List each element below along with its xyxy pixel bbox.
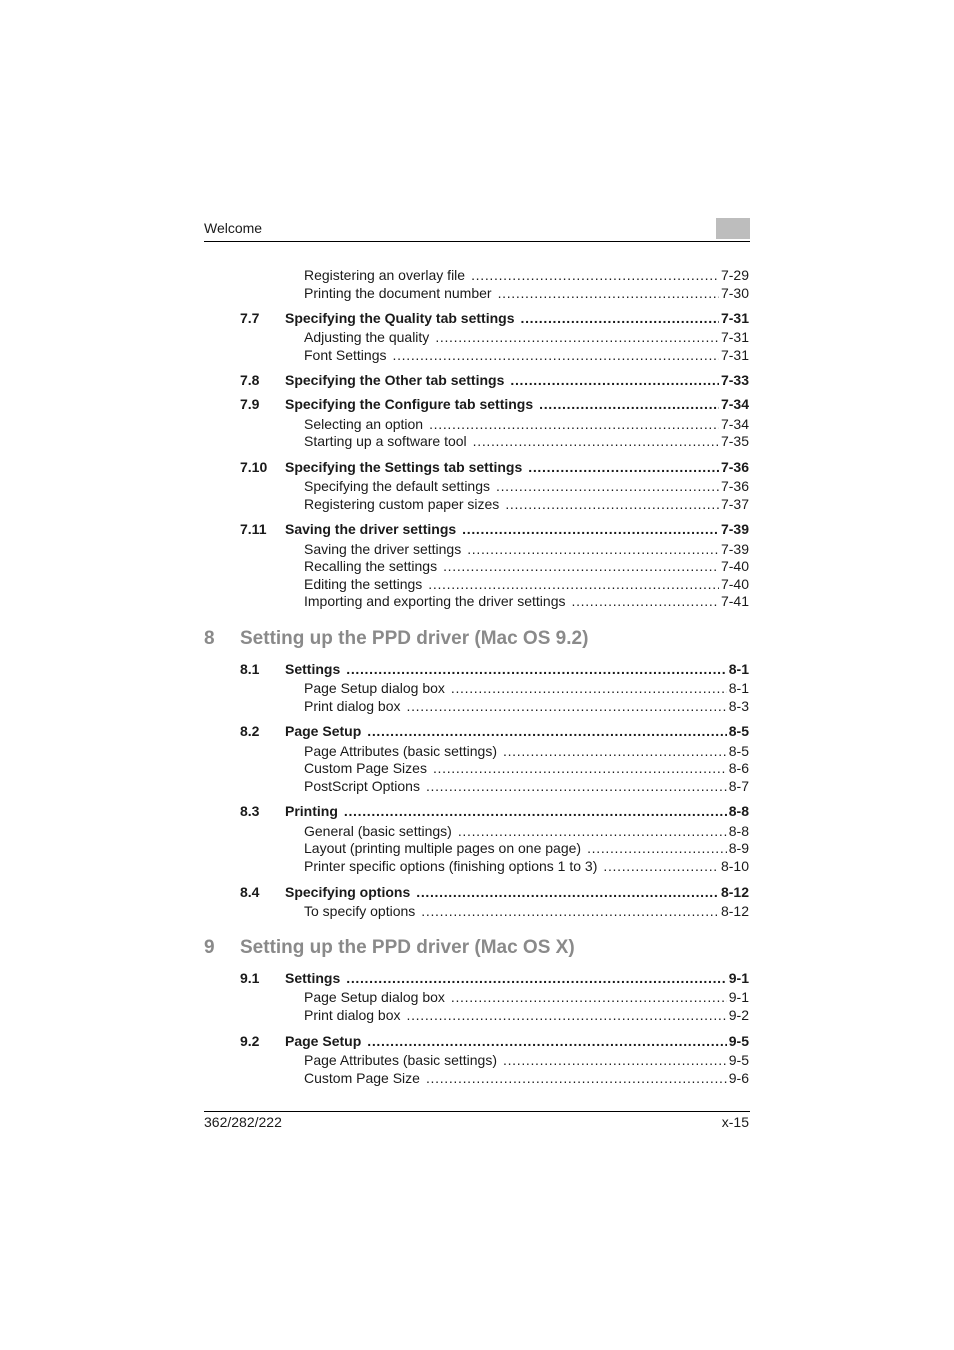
toc-entry-title: Settings: [285, 970, 341, 986]
chapter-heading: [204, 937, 575, 959]
toc-page-number: 7-40: [720, 558, 749, 574]
chapter-title: Setting up the PPD driver (Mac OS 9.2): [240, 628, 589, 649]
toc-page-number: 7-41: [720, 593, 749, 609]
toc-section-entry[interactable]: [285, 802, 749, 820]
toc-section-entry[interactable]: [285, 969, 749, 987]
toc-entry-title: Custom Page Size: [304, 1070, 420, 1086]
dot-leader: [433, 759, 727, 777]
dot-leader: [435, 328, 719, 346]
dot-leader: [510, 371, 719, 389]
page-header-title: Welcome: [204, 220, 263, 236]
toc-section-entry[interactable]: [285, 309, 749, 327]
toc-page-number: 8-8: [728, 803, 749, 819]
section-number: 9.1: [240, 970, 260, 986]
toc-entry-title: Specifying the default settings: [304, 478, 491, 494]
section-number: 8.1: [240, 661, 260, 677]
toc-page-number: 7-31: [720, 310, 749, 326]
header-rule: [204, 241, 750, 242]
chapter-number: 9: [204, 937, 215, 958]
dot-leader: [429, 415, 719, 433]
toc-subentry[interactable]: [304, 839, 749, 857]
dot-leader: [471, 266, 719, 284]
toc-entry-title: General (basic settings): [304, 823, 452, 839]
dot-leader: [421, 902, 719, 920]
toc-entry-title: Printer specific options (finishing options 1 to 3): [304, 858, 598, 874]
toc-subentry[interactable]: [304, 759, 749, 777]
toc-entry-title: Page Attributes (basic settings): [304, 743, 497, 759]
toc-subentry[interactable]: [304, 346, 749, 364]
toc-subentry[interactable]: [304, 592, 749, 610]
toc-entry-title: Printing: [285, 803, 338, 819]
toc-section-entry[interactable]: [285, 520, 749, 538]
toc-entry-title: Page Attributes (basic settings): [304, 1052, 497, 1068]
toc-subentry[interactable]: [304, 988, 749, 1006]
toc-page-number: 9-1: [728, 989, 749, 1005]
dot-leader: [367, 722, 727, 740]
toc-subentry[interactable]: [304, 328, 749, 346]
dot-leader: [367, 1032, 727, 1050]
toc-section-entry[interactable]: [285, 395, 749, 413]
toc-subentry[interactable]: [304, 575, 749, 593]
toc-entry-title: Specifying the Settings tab settings: [285, 459, 523, 475]
toc-subentry[interactable]: [304, 1069, 749, 1087]
toc-entry-title: Printing the document number: [304, 285, 492, 301]
dot-leader: [407, 697, 727, 715]
dot-leader: [505, 495, 719, 513]
dot-leader: [451, 679, 727, 697]
toc-subentry[interactable]: [304, 284, 749, 302]
toc-page-number: 8-5: [728, 743, 749, 759]
dot-leader: [528, 458, 719, 476]
toc-page-number: 7-39: [720, 521, 749, 537]
toc-page-number: 7-30: [720, 285, 749, 301]
toc-page-number: 8-1: [728, 661, 749, 677]
toc-subentry[interactable]: [304, 697, 749, 715]
toc-page-number: 8-6: [728, 760, 749, 776]
toc-subentry[interactable]: [304, 679, 749, 697]
toc-entry-title: To specify options: [304, 903, 416, 919]
toc-entry-title: Layout (printing multiple pages on one page): [304, 840, 582, 856]
toc-entry-title: Custom Page Sizes: [304, 760, 427, 776]
toc-section-entry[interactable]: [285, 883, 749, 901]
footer-rule: [204, 1111, 750, 1112]
toc-page-number: 7-36: [720, 459, 749, 475]
dot-leader: [498, 284, 719, 302]
toc-page-number: 7-37: [720, 496, 749, 512]
section-number: 7.11: [240, 521, 267, 537]
toc-entry-title: Page Setup: [285, 723, 362, 739]
chapter-heading: [204, 628, 588, 650]
section-number: 7.10: [240, 459, 268, 475]
chapter-title: Setting up the PPD driver (Mac OS X): [240, 937, 575, 958]
toc-subentry[interactable]: [304, 777, 749, 795]
toc-page-number: 7-29: [720, 267, 749, 283]
dot-leader: [462, 520, 719, 538]
toc-page-number: 9-5: [728, 1052, 749, 1068]
toc-page-number: 8-10: [720, 858, 749, 874]
toc-entry-title: Font Settings: [304, 347, 387, 363]
toc-entry-title: Registering custom paper sizes: [304, 496, 500, 512]
dot-leader: [603, 857, 719, 875]
toc-page-number: 7-33: [720, 372, 749, 388]
footer-model: 362/282/222: [204, 1114, 282, 1130]
toc-entry-title: Starting up a software tool: [304, 433, 467, 449]
toc-entry-title: Adjusting the quality: [304, 329, 430, 345]
toc-entry-title: Page Setup dialog box: [304, 680, 445, 696]
dot-leader: [571, 592, 718, 610]
dot-leader: [587, 839, 727, 857]
section-number: 8.4: [240, 884, 260, 900]
toc-entry-title: Print dialog box: [304, 1007, 401, 1023]
dot-leader: [428, 575, 719, 593]
dot-leader: [346, 660, 727, 678]
toc-page-number: 9-6: [728, 1070, 749, 1086]
header-tab-marker: [716, 218, 750, 239]
dot-leader: [473, 432, 719, 450]
section-number: 9.2: [240, 1033, 260, 1049]
dot-leader: [503, 1051, 727, 1069]
section-number: 8.3: [240, 803, 260, 819]
toc-subentry[interactable]: [304, 495, 749, 513]
section-number: 8.2: [240, 723, 260, 739]
toc-page-number: 8-8: [728, 823, 749, 839]
toc-subentry[interactable]: [304, 857, 749, 875]
toc-subentry[interactable]: [304, 557, 749, 575]
toc-entry-title: Print dialog box: [304, 698, 401, 714]
section-number: 7.9: [240, 396, 260, 412]
toc-entry-title: Saving the driver settings: [304, 541, 462, 557]
toc-section-entry[interactable]: [285, 371, 749, 389]
toc-page-number: 7-36: [720, 478, 749, 494]
footer-page-number: x-15: [721, 1114, 749, 1130]
section-number: 7.8: [240, 372, 260, 388]
toc-entry-title: Editing the settings: [304, 576, 423, 592]
toc-page-number: 7-31: [720, 347, 749, 363]
toc-page-number: 8-9: [728, 840, 749, 856]
dot-leader: [393, 346, 719, 364]
toc-page-number: 8-12: [720, 903, 749, 919]
toc-page-number: 7-39: [720, 541, 749, 557]
toc-section-entry[interactable]: [285, 1032, 749, 1050]
toc-entry-title: Specifying options: [285, 884, 411, 900]
dot-leader: [344, 802, 727, 820]
toc-page-number: 8-3: [728, 698, 749, 714]
toc-subentry[interactable]: [304, 1051, 749, 1069]
toc-section-entry[interactable]: [285, 660, 749, 678]
dot-leader: [407, 1006, 727, 1024]
toc-section-entry[interactable]: [285, 458, 749, 476]
dot-leader: [467, 540, 719, 558]
toc-subentry[interactable]: [304, 477, 749, 495]
section-number: 7.7: [240, 310, 260, 326]
dot-leader: [458, 822, 727, 840]
toc-page-number: 7-35: [720, 433, 749, 449]
toc-page-number: 8-12: [720, 884, 749, 900]
toc-subentry[interactable]: [304, 266, 749, 284]
dot-leader: [426, 1069, 727, 1087]
toc-entry-title: Saving the driver settings: [285, 521, 457, 537]
toc-subentry[interactable]: [304, 540, 749, 558]
toc-subentry[interactable]: [304, 432, 749, 450]
dot-leader: [539, 395, 719, 413]
dot-leader: [503, 742, 727, 760]
toc-section-entry[interactable]: [285, 722, 749, 740]
toc-page-number: 8-7: [728, 778, 749, 794]
toc-page-number: 8-5: [728, 723, 749, 739]
toc-page-number: 7-34: [720, 396, 749, 412]
toc-entry-title: Specifying the Other tab settings: [285, 372, 505, 388]
toc-entry-title: Specifying the Quality tab settings: [285, 310, 515, 326]
toc-subentry[interactable]: [304, 415, 749, 433]
toc-entry-title: Settings: [285, 661, 341, 677]
dot-leader: [426, 777, 727, 795]
dot-leader: [443, 557, 719, 575]
toc-page-number: 8-1: [728, 680, 749, 696]
toc-page-number: 9-1: [728, 970, 749, 986]
toc-entry-title: Importing and exporting the driver settings: [304, 593, 566, 609]
toc-entry-title: PostScript Options: [304, 778, 420, 794]
toc-entry-title: Specifying the Configure tab settings: [285, 396, 534, 412]
toc-entry-title: Page Setup: [285, 1033, 362, 1049]
dot-leader: [451, 988, 727, 1006]
toc-page-number: 7-34: [720, 416, 749, 432]
toc-page-number: 9-5: [728, 1033, 749, 1049]
toc-subentry[interactable]: [304, 742, 749, 760]
dot-leader: [346, 969, 727, 987]
toc-subentry[interactable]: [304, 1006, 749, 1024]
toc-subentry[interactable]: [304, 902, 749, 920]
toc-entry-title: Selecting an option: [304, 416, 424, 432]
dot-leader: [416, 883, 719, 901]
chapter-number: 8: [204, 628, 215, 649]
toc-page-number: 7-31: [720, 329, 749, 345]
toc-entry-title: Page Setup dialog box: [304, 989, 445, 1005]
toc-entry-title: Recalling the settings: [304, 558, 438, 574]
toc-entry-title: Registering an overlay file: [304, 267, 466, 283]
dot-leader: [496, 477, 719, 495]
toc-page-number: 9-2: [728, 1007, 749, 1023]
dot-leader: [520, 309, 718, 327]
toc-page-number: 7-40: [720, 576, 749, 592]
toc-subentry[interactable]: [304, 822, 749, 840]
